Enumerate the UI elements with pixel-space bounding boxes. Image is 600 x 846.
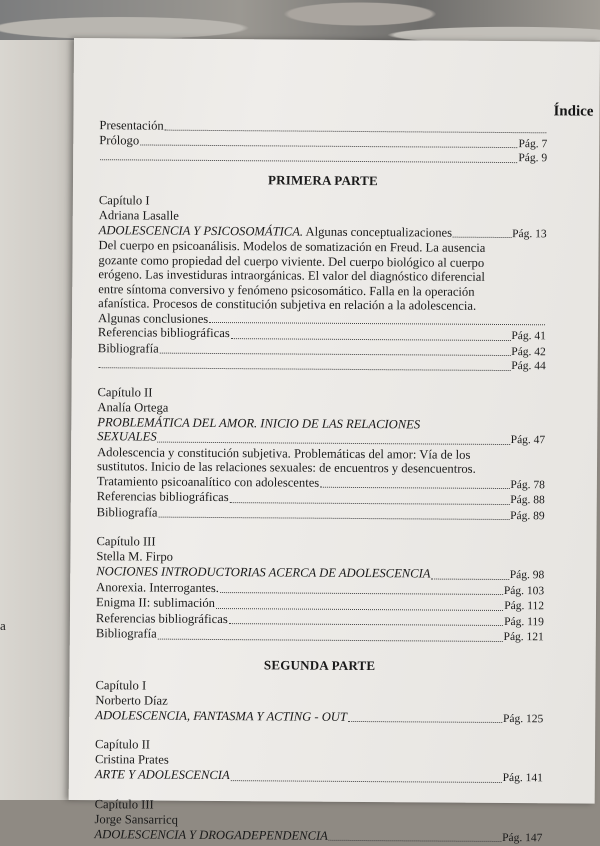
chapter-author: Jorge Sansarricq <box>94 811 178 827</box>
part-heading-1: PRIMERA PARTE <box>268 171 379 188</box>
toc-entry: Tratamiento psicoanalítico con adolescentes Pág. 78 <box>96 473 545 491</box>
chapter-author: Stella M. Firpo <box>96 549 174 564</box>
toc-entry: Referencias bibliográficas Pág. 41 <box>97 325 546 343</box>
chapter-author: Norberto Díaz <box>95 692 168 708</box>
toc-entry: Anorexia. Interrogantes. Pág. 103 <box>96 579 545 597</box>
chapter-title-cont: SEXUALES Pág. 47 <box>97 429 546 447</box>
toc-entry: Pág. 44 <box>98 356 546 374</box>
chapter-label: Capítulo II <box>97 384 153 400</box>
chapter-description: Adolescencia y constitución subjetiva. Problemáticas del amor: Vía de los <box>97 444 471 462</box>
book-page <box>69 38 600 844</box>
toc-entry: Referencias bibliográficas Pág. 88 <box>96 489 545 507</box>
left-page <box>0 40 80 800</box>
chapter-title: ARTE Y ADOLESCENCIA Pág. 141 <box>94 767 543 785</box>
chapter-title: ADOLESCENCIA Y DROGADEPENDENCIA Pág. 147 <box>94 826 543 844</box>
table-of-contents <box>94 108 547 845</box>
toc-entry: Bibliografía Pág. 121 <box>95 626 544 644</box>
toc-entry: Enigma II: sublimación Pág. 112 <box>96 595 545 613</box>
page-title: Índice <box>553 103 594 120</box>
toc-entry: Referencias bibliográficas Pág. 119 <box>95 610 544 628</box>
chapter-title: PROBLEMÁTICA DEL AMOR. INICIO DE LAS RELACIONES <box>97 414 421 431</box>
chapter-author: Cristina Prates <box>94 752 169 767</box>
part-heading-2: SEGUNDA PARTE <box>263 656 376 673</box>
chapter-description: gozante como propiedad del cuerpo viviente. Del cuerpo biológico al cuerpo <box>98 252 485 270</box>
toc-entry-prologo: Prólogo Pág. 7 <box>99 132 548 150</box>
chapter-title: ADOLESCENCIA, FANTASMA Y ACTING - OUT Pág. 125 <box>95 707 544 725</box>
chapter-title: NOCIONES INTRODUCTORIAS ACERCA DE ADOLESCENCIA Pág. 98 <box>96 564 545 582</box>
toc-entry: Algunas conclusiones <box>98 311 546 329</box>
toc-entry-presentacion: Presentación <box>99 118 547 136</box>
chapter-title: ADOLESCENCIA Y PSICOSOMÁTICA. Algunas conceptualizaciones Pág. 13 <box>98 222 547 240</box>
chapter-label: Capítulo III <box>96 534 156 549</box>
chapter-description: erógeno. Las investiduras intraorgánicas. El valor del diagnóstico diferencial <box>98 267 485 284</box>
chapter-label: Capítulo III <box>94 796 154 812</box>
chapter-label: Capítulo I <box>95 677 147 693</box>
chapter-author: Analía Ortega <box>97 399 169 415</box>
toc-entry: Bibliografía Pág. 42 <box>97 340 546 358</box>
toc-entry: Bibliografía Pág. 89 <box>96 504 545 522</box>
toc-entry-page-9: Pág. 9 <box>99 148 547 166</box>
left-page-fragment: a <box>0 618 6 633</box>
chapter-description: afanística. Procesos de constitución subjetiva en relación a la adolescencia. <box>98 296 477 313</box>
chapter-label: Capítulo II <box>95 737 151 752</box>
chapter-description: sustitutos. Inicio de las relaciones sexuales: de encuentros y desencuentros. <box>96 459 476 476</box>
chapter-label: Capítulo I <box>98 192 150 208</box>
chapter-description: entre síntoma conversivo y fenómeno psicosomático. Falla en la operación <box>98 281 475 299</box>
chapter-description: Del cuerpo en psicoanálisis. Modelos de somatización en Freud. La ausencia <box>98 238 486 255</box>
chapter-author: Adriana Lasalle <box>98 207 179 223</box>
